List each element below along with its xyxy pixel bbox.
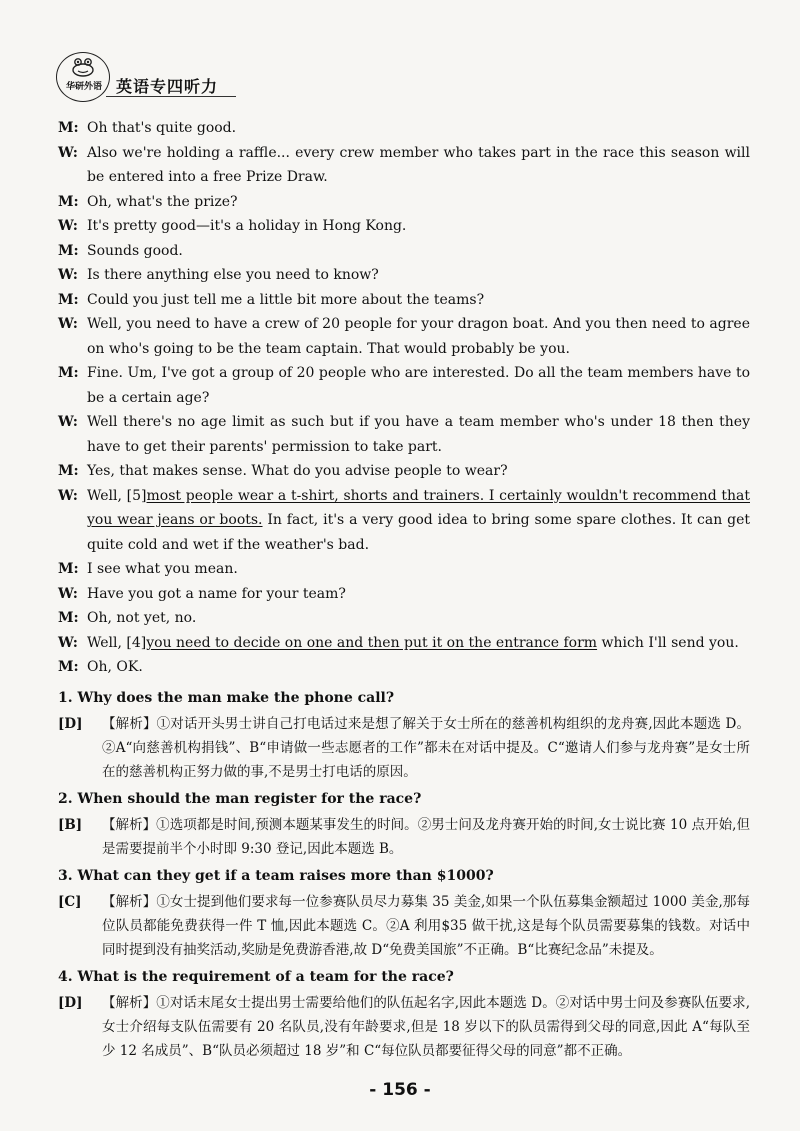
dialogue-fragment: In fact, it's a very good idea to bring some spare clothes. It can get quite cold and wet if the weather's bad. xyxy=(87,512,750,553)
dialogue-fragment: Well, you need to have a crew of 20 people for your dragon boat. And you then need to agree on who's going to be the team captain. That would probably be you. xyxy=(87,316,750,357)
header-rule xyxy=(106,96,236,97)
dialogue-text xyxy=(87,484,750,558)
dialogue-text xyxy=(87,312,750,361)
dialogue-line xyxy=(58,312,750,361)
dialogue-line xyxy=(58,116,750,141)
dialogue-fragment: Sounds good. xyxy=(87,242,183,259)
answer-analysis xyxy=(58,991,750,1063)
publisher-logo xyxy=(56,52,110,102)
speaker-label: W: xyxy=(58,585,78,602)
dialogue-line xyxy=(58,655,750,680)
dialogue-text xyxy=(87,263,750,288)
speaker-label: M: xyxy=(58,659,79,675)
speaker-label: W: xyxy=(58,316,78,332)
dialogue-text xyxy=(87,116,750,141)
speaker-label: W: xyxy=(58,414,78,430)
answer-label: [D] xyxy=(58,716,83,732)
analysis-text: 【解析】①对话末尾女士提出男士需要给他们的队伍起名字,因此本题选 D。②对话中男士问及参赛队伍要求,女士介绍每支队伍需要有 20 名队员,没有年龄要求,但是 18 岁以下的队员需得到父母的同意,因此 A“每队至少 12 名成员”、B“队员必须超过 18 岁”和 C“每位队员都要征得父母的同意”都不正确。 xyxy=(102,995,750,1059)
speaker-label: W: xyxy=(58,144,78,161)
speaker-label: W: xyxy=(58,267,78,283)
analysis-text: 【解析】①女士提到他们要求每一位参赛队员尽力募集 35 美金,如果一个队伍募集金额超过 1000 美金,那每位队员都能免费获得一件 T 恤,因此本题选 C。②A 利用$35 做干扰,这是每个队员需要募集的钱数。对话中同时提到没有抽奖活动,奖励是免费游香港,故 D“免费美国旅”不正确。B“比赛纪念品”未提及。 xyxy=(102,894,750,958)
page-number: - 156 - xyxy=(369,1080,431,1100)
dialogue-text xyxy=(87,410,750,459)
dialogue-line xyxy=(58,190,750,215)
question-text: 3. What can they get if a team raises more than $1000? xyxy=(58,868,494,884)
dialogue-fragment: Oh, OK. xyxy=(87,659,143,675)
dialogue-text xyxy=(87,190,750,215)
dialogue-text xyxy=(87,655,750,680)
dialogue-text xyxy=(87,141,750,190)
dialogue-line xyxy=(58,410,750,459)
dialogue-text xyxy=(87,582,750,607)
dialogue-fragment: It's pretty good—it's a holiday in Hong Kong. xyxy=(87,218,407,234)
question-analysis-list xyxy=(58,685,750,1065)
question-block xyxy=(58,685,750,784)
dialogue-line xyxy=(58,606,750,631)
dialogue-line xyxy=(58,557,750,582)
answer-label: [B] xyxy=(58,817,83,833)
dialogue-line xyxy=(58,214,750,239)
dialogue-fragment: Also we're holding a raffle... every crew member who takes part in the race this season will be entered into a free Prize Draw. xyxy=(87,144,750,185)
speaker-label: M: xyxy=(58,242,79,259)
answer-analysis xyxy=(58,890,750,962)
dialogue-fragment: Oh, what's the prize? xyxy=(87,193,238,210)
question-block xyxy=(58,964,750,1063)
analysis-text: 【解析】①选项都是时间,预测本题某事发生的时间。②男士问及龙舟赛开始的时间,女士说比赛 10 点开始,但是需要提前半个小时即 9:30 登记,因此本题选 B。 xyxy=(102,817,750,857)
dialogue-fragment: Fine. Um, I've got a group of 20 people who are interested. Do all the team members have to be a certain age? xyxy=(87,365,750,406)
logo-text: 华研外语 xyxy=(65,82,102,92)
dialogue-transcript xyxy=(58,116,750,680)
dialogue-text xyxy=(87,288,750,313)
page-header xyxy=(56,52,236,104)
dialogue-text xyxy=(87,361,750,410)
analysis-text: 【解析】①对话开头男士讲自己打电话过来是想了解关于女士所在的慈善机构组织的龙舟赛,因此本题选 D。②A“向慈善机构捐钱”、B“申请做一些志愿者的工作”都未在对话中提及。C“邀请人们参与龙舟赛”是女士所在的慈善机构正努力做的事,不是男士打电话的原因。 xyxy=(102,716,750,780)
dialogue-fragment: Yes, that makes sense. What do you advise people to wear? xyxy=(87,463,508,479)
speaker-label: M: xyxy=(58,365,79,381)
speaker-label: W: xyxy=(58,634,78,651)
dialogue-line xyxy=(58,361,750,410)
dialogue-fragment: Could you just tell me a little bit more about the teams? xyxy=(87,291,485,308)
underlined-answer-text: you need to decide on one and then put it on the entrance form xyxy=(146,634,598,651)
dialogue-line xyxy=(58,141,750,190)
underlined-answer-text: most people wear a t-shirt, shorts and trainers. I certainly wouldn't recommend that you wear jeans or boots. xyxy=(87,487,750,528)
dialogue-line xyxy=(58,484,750,558)
speaker-label: M: xyxy=(58,193,79,210)
dialogue-fragment: Is there anything else you need to know? xyxy=(87,267,379,283)
speaker-label: W: xyxy=(58,487,78,504)
speaker-label: M: xyxy=(58,291,79,308)
dialogue-line xyxy=(58,239,750,264)
dialogue-fragment: Well, [4] xyxy=(87,634,147,651)
question-text: 4. What is the requirement of a team for the race? xyxy=(58,969,454,985)
dialogue-text xyxy=(87,557,750,582)
answer-label: [C] xyxy=(58,894,82,910)
dialogue-text xyxy=(87,459,750,484)
dialogue-fragment: Have you got a name for your team? xyxy=(87,585,346,602)
question-block xyxy=(58,863,750,962)
answer-label: [D] xyxy=(58,995,83,1011)
question-text: 2. When should the man register for the race? xyxy=(58,791,422,807)
dialogue-line xyxy=(58,263,750,288)
speaker-label: M: xyxy=(58,120,79,136)
dialogue-text xyxy=(87,631,750,656)
dialogue-line xyxy=(58,631,750,656)
dialogue-fragment: Oh, not yet, no. xyxy=(87,610,197,626)
dialogue-text xyxy=(87,239,750,264)
dialogue-fragment: Well there's no age limit as such but if you have a team member who's under 18 then they have to get their parents' permission to take part. xyxy=(87,414,750,455)
speaker-label: M: xyxy=(58,561,79,577)
answer-analysis xyxy=(58,813,750,861)
dialogue-line xyxy=(58,459,750,484)
question-block xyxy=(58,786,750,861)
dialogue-fragment: I see what you mean. xyxy=(87,561,238,577)
book-title: 英语专四听力 xyxy=(116,77,219,96)
question-text: 1. Why does the man make the phone call? xyxy=(58,690,395,706)
speaker-label: M: xyxy=(58,610,79,626)
frog-icon xyxy=(70,57,96,77)
dialogue-line xyxy=(58,288,750,313)
dialogue-fragment: Well, [5] xyxy=(87,487,147,504)
dialogue-fragment: which I'll send you. xyxy=(597,634,739,651)
dialogue-text xyxy=(87,606,750,631)
dialogue-text xyxy=(87,214,750,239)
speaker-label: M: xyxy=(58,463,79,479)
answer-analysis xyxy=(58,712,750,784)
speaker-label: W: xyxy=(58,218,78,234)
dialogue-fragment: Oh that's quite good. xyxy=(87,120,237,136)
dialogue-line xyxy=(58,582,750,607)
